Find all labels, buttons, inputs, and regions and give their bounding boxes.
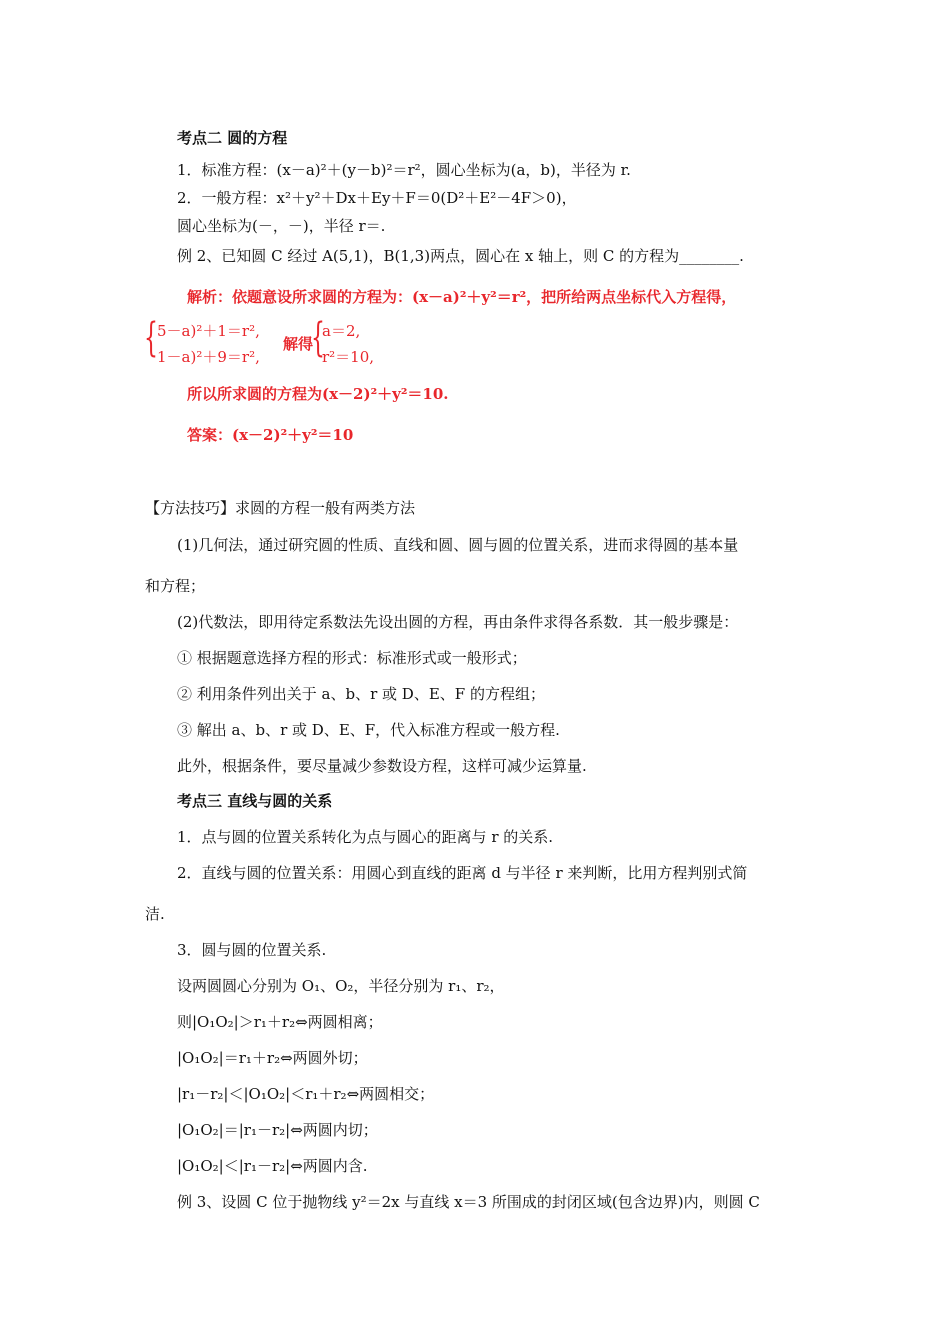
- method-p2: (2)代数法，即用待定系数法先设出圆的方程，再由条件求得各系数．其一般步骤是：: [177, 613, 739, 631]
- circle-circle-item: 3．圆与圆的位置关系.: [177, 941, 327, 959]
- left-brace-system2: {: [311, 315, 325, 361]
- method-p1b: 和方程；: [145, 577, 206, 595]
- method-step2: ② 利用条件列出关于 a、b、r 或 D、E、F 的方程组；: [177, 685, 545, 703]
- solve-label: 解得: [283, 335, 314, 353]
- relation-external-tangent: |O₁O₂|＝r₁＋r₂⇔两圆外切；: [177, 1049, 368, 1067]
- relation-internal-tangent: |O₁O₂|＝|r₁－r₂|⇔两圆内切；: [177, 1121, 378, 1139]
- section2-title: 考点二 圆的方程: [177, 129, 288, 147]
- example3-text: 例 3、设圆 C 位于抛物线 y²＝2x 与直线 x＝3 所围成的封闭区域(包含边界)内，则圆 C: [177, 1193, 760, 1211]
- method-step1: ① 根据题意选择方程的形式：标准形式或一般形式；: [177, 649, 527, 667]
- standard-equation-item: 1．标准方程：(x－a)²＋(y－b)²＝r²，圆心坐标为(a，b)，半径为 r.: [177, 161, 631, 179]
- system1-line1: 5－a)²＋1＝r²,: [157, 322, 260, 340]
- relation-intersect: |r₁－r₂|＜|O₁O₂|＜r₁＋r₂⇔两圆相交；: [177, 1085, 435, 1103]
- line-circle-item: 2．直线与圆的位置关系：用圆心到直线的距离 d 与半径 r 来判断，比用方程判别式简: [177, 864, 748, 882]
- system2-line1: a＝2,: [322, 322, 361, 340]
- relation-separate: 则|O₁O₂|＞r₁＋r₂⇔两圆相离；: [177, 1013, 383, 1031]
- left-brace-system1: {: [144, 315, 158, 361]
- section3-title: 考点三 直线与圆的关系: [177, 792, 333, 810]
- method-p1a: (1)几何法，通过研究圆的性质、直线和圆、圆与圆的位置关系，进而求得圆的基本量: [177, 536, 739, 554]
- example2-text: 例 2、已知圆 C 经过 A(5,1)，B(1,3)两点，圆心在 x 轴上，则 C 的方程为________.: [177, 247, 744, 265]
- solution-intro: 解析：依题意设所求圆的方程为：(x－a)²＋y²＝r²，把所给两点坐标代入方程得，: [187, 288, 737, 306]
- line-circle-item-cont: 洁.: [145, 905, 165, 923]
- circle-setup: 设两圆圆心分别为 O₁、O₂，半径分别为 r₁、r₂，: [177, 977, 505, 995]
- system1-line2: 1－a)²＋9＝r²,: [157, 348, 260, 366]
- method-step3: ③ 解出 a、b、r 或 D、E、F，代入标准方程或一般方程.: [177, 721, 560, 739]
- solution-answer: 答案：(x－2)²＋y²＝10: [187, 426, 354, 444]
- solution-conclusion: 所以所求圆的方程为(x－2)²＋y²＝10.: [187, 385, 449, 403]
- general-equation-center: 圆心坐标为(－，－)，半径 r＝.: [177, 217, 386, 235]
- method-note: 此外，根据条件，要尽量减少参数设方程，这样可减少运算量.: [177, 757, 587, 775]
- point-circle-item: 1．点与圆的位置关系转化为点与圆心的距离与 r 的关系.: [177, 828, 554, 846]
- system2-line2: r²＝10,: [322, 348, 375, 366]
- general-equation-item: 2．一般方程：x²＋y²＋Dx＋Ey＋F＝0(D²＋E²－4F＞0)，: [177, 189, 577, 207]
- method-title: 【方法技巧】求圆的方程一般有两类方法: [145, 499, 416, 517]
- relation-contained: |O₁O₂|＜|r₁－r₂|⇔两圆内含.: [177, 1157, 368, 1175]
